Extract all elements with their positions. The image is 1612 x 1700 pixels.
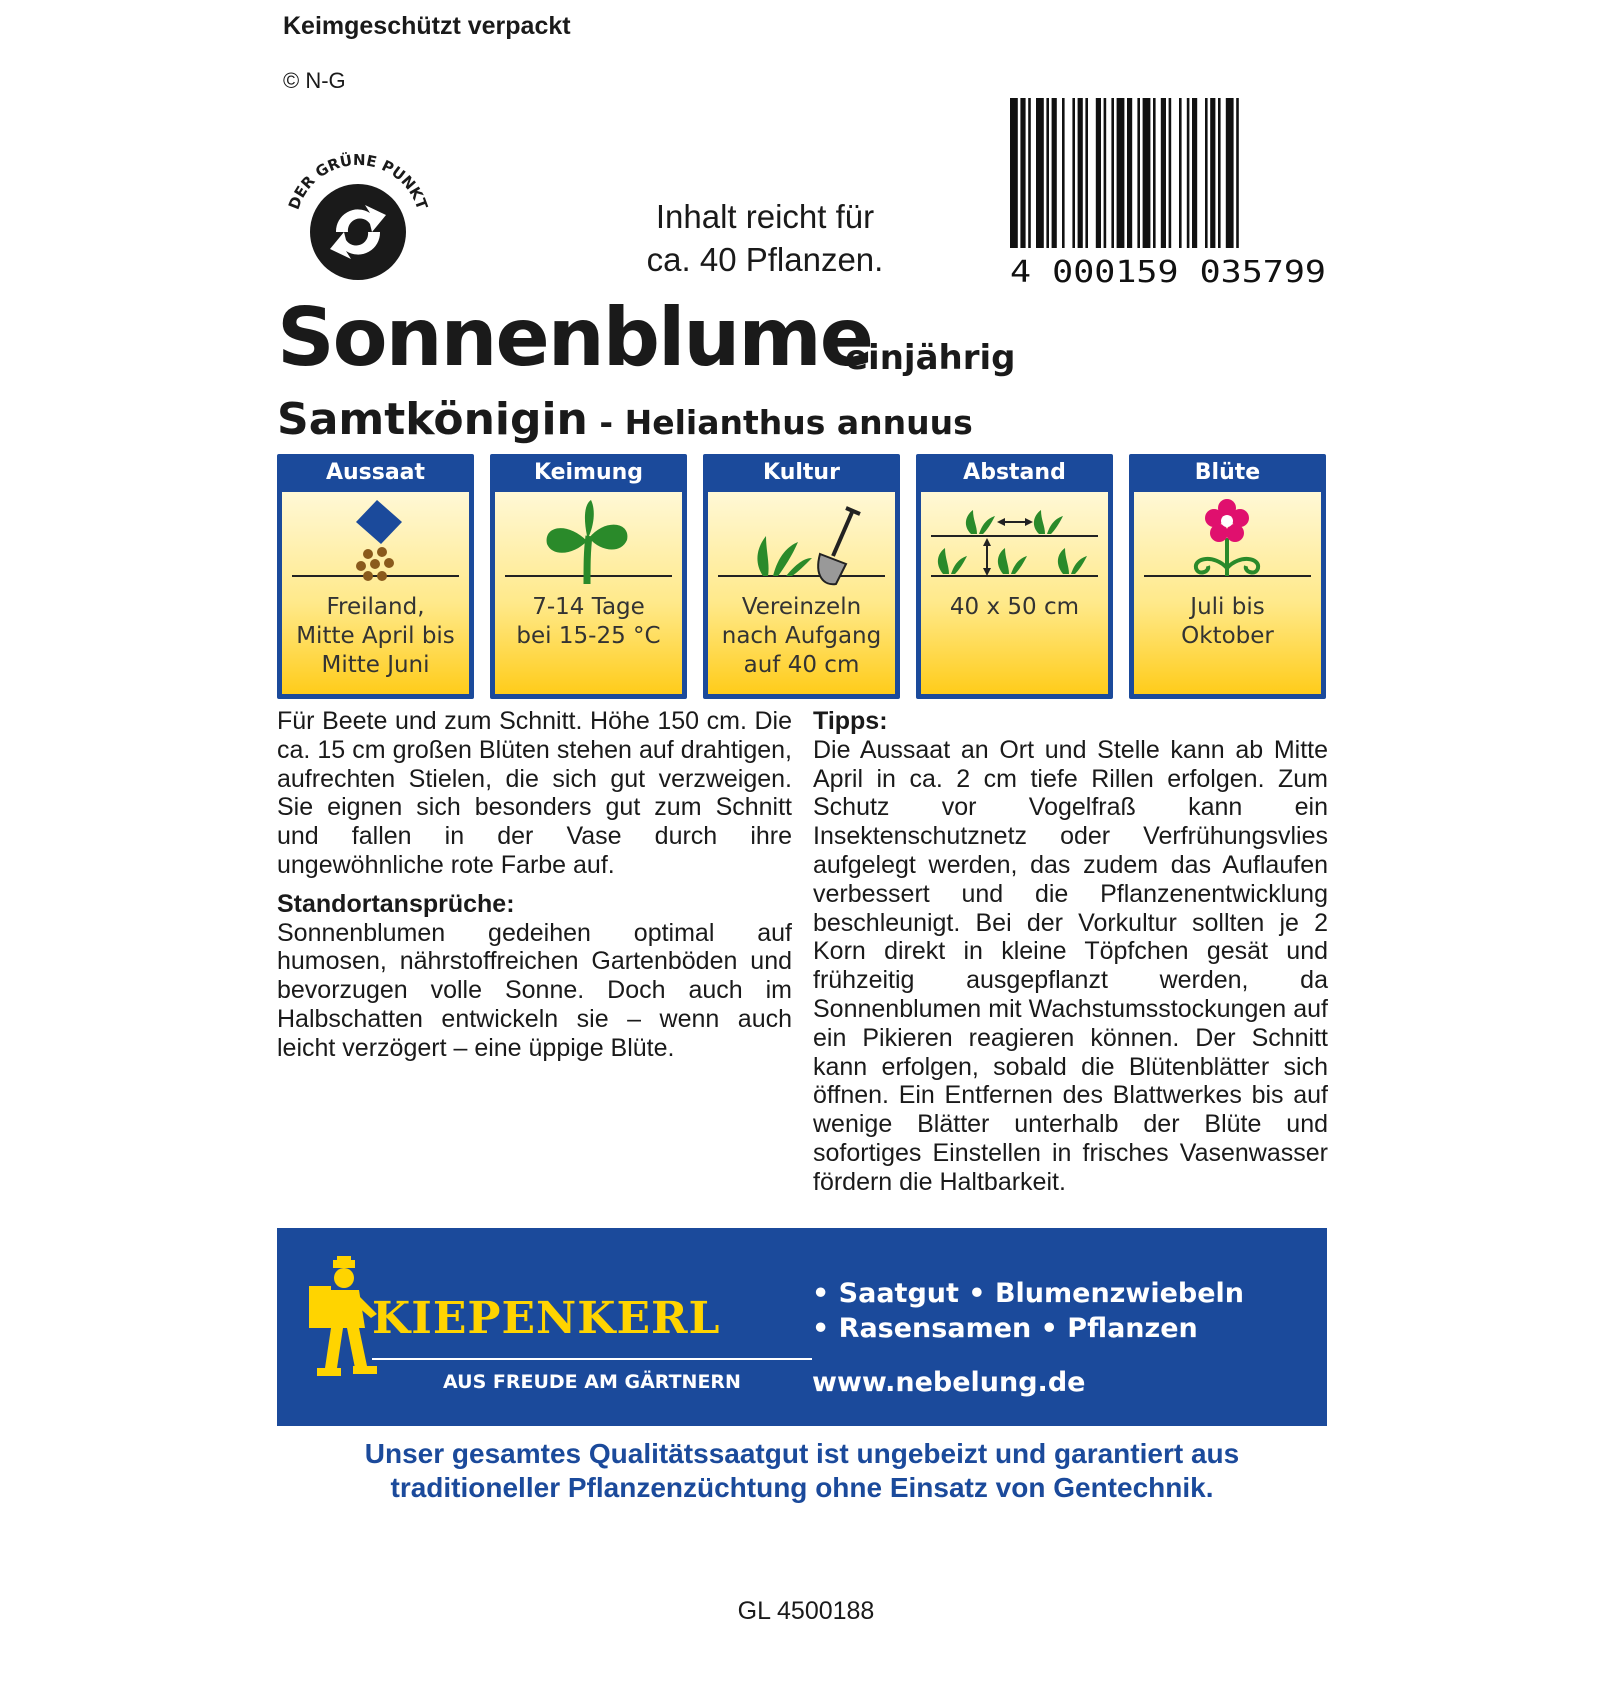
barcode-bar — [1078, 98, 1083, 248]
product-lifespan: einjährig — [845, 338, 1016, 378]
info-box-text — [282, 593, 469, 680]
quality-note-line-1: Unser gesamtes Qualitätssaatgut ist ungebeizt und garantiert aus — [364, 1438, 1240, 1469]
seedling-icon — [495, 496, 682, 588]
barcode-bar — [1210, 98, 1215, 248]
barcode-bar — [1137, 98, 1140, 248]
info-line: bei 15-25 °C — [516, 623, 661, 649]
article-number: GL 4500188 — [737, 1597, 875, 1625]
barcode-bar — [1020, 98, 1025, 248]
tips-heading: Tipps: — [813, 707, 888, 735]
product-variety-line — [277, 395, 973, 448]
info-box-title: Blüte — [1194, 460, 1261, 485]
info-box-text — [495, 593, 682, 651]
barcode-bar — [1046, 98, 1049, 248]
info-box-text — [708, 593, 895, 680]
info-line: nach Aufgang — [721, 623, 882, 649]
barcode-bar — [1036, 98, 1044, 248]
info-box-aussaat — [277, 454, 474, 699]
packaging-note: Keimgeschützt verpackt — [283, 12, 571, 40]
contents-line-2: ca. 40 Pflanzen. — [646, 241, 884, 278]
barcode-bar — [1052, 98, 1057, 248]
copyright: © N-G — [283, 68, 346, 93]
info-line: Juli bis — [1190, 594, 1265, 620]
barcode-bar — [1143, 98, 1151, 248]
barcode-bar — [1179, 98, 1182, 248]
quality-note — [277, 1437, 1327, 1505]
barcode-bar — [1205, 98, 1208, 248]
barcode-bar — [1096, 98, 1101, 248]
brand-banner — [277, 1228, 1327, 1426]
info-box-text — [1134, 593, 1321, 651]
barcode-bar — [1104, 98, 1107, 248]
info-box-kultur — [703, 454, 900, 699]
brand-products-line-2: • Rasensamen • Pflanzen — [812, 1313, 1198, 1344]
info-box-abstand — [916, 454, 1113, 699]
barcode — [1008, 98, 1328, 286]
info-line: Oktober — [1181, 623, 1274, 649]
barcode-bar — [1085, 98, 1088, 248]
barcode-bar — [1028, 98, 1031, 248]
info-boxes — [277, 454, 1327, 699]
gruene-punkt-icon — [278, 135, 438, 295]
right-column — [813, 707, 1328, 1197]
barcode-bar — [1072, 98, 1075, 248]
product-latin-name: Helianthus annuus — [624, 403, 973, 442]
barcode-bar — [1192, 98, 1197, 248]
left-column — [277, 707, 792, 1063]
brand-slogan: AUS FREUDE AM GÄRTNERN — [443, 1371, 741, 1393]
info-box-title: Kultur — [763, 460, 840, 485]
quality-note-line-2: traditioneller Pflanzenzüchtung ohne Einsatz von Gentechnik. — [390, 1472, 1214, 1503]
barcode-bar — [1236, 98, 1239, 248]
brand-divider — [372, 1358, 812, 1360]
info-line: Mitte April bis — [296, 623, 455, 649]
info-box-title: Aussaat — [325, 460, 426, 485]
barcode-bar — [1169, 98, 1172, 248]
barcode-bar — [1062, 98, 1065, 248]
product-name: Sonnenblume — [277, 291, 872, 384]
barcode-bar — [1117, 98, 1125, 248]
barcode-bar — [1153, 98, 1156, 248]
location-heading: Standortansprüche: — [277, 889, 515, 918]
location-text: Sonnenblumen gedeihen optimal auf humosen, nährstoffreichen Gartenböden und bevorzugen volle Sonne. Doch auch im Halbschatten entwickeln sie – wenn auch leicht verzögert – eine üppige Blüte. — [277, 918, 792, 1062]
sowing-icon — [282, 496, 469, 588]
info-box-bluete — [1129, 454, 1326, 699]
barcode-bar — [1187, 98, 1190, 248]
info-line: 40 x 50 cm — [949, 594, 1080, 620]
contents-info — [600, 195, 930, 281]
description-text: Für Beete und zum Schnitt. Höhe 150 cm. Die ca. 15 cm großen Blüten stehen auf drahtigen, aufrechten Stielen, die sich gut verzweigen. Sie eignen sich besonders gut zum Schnitt und fallen in der Vase durch ihre ungewöhnliche rote Farbe auf. — [277, 707, 792, 879]
product-variety: Samtkönigin — [277, 394, 588, 445]
info-line: 7-14 Tage — [532, 594, 645, 620]
brand-website[interactable]: www.nebelung.de — [812, 1367, 1086, 1398]
barcode-number: 4 000159 035799 — [1010, 255, 1326, 286]
tips-text: Die Aussaat an Ort und Stelle kann ab Mitte April in ca. 2 cm tiefe Rillen erfolgen. Zum Schutz vor Vogelfraß kann ein Insektenschutznetz oder Verfrühungsvlies aufgelegt werden, das zudem das Auflaufen verbessert und die Pflanzenentwicklung beschleunigt. Bei der Vorkultur sollten je 2 Korn direkt in kleine Töpfchen gesät und frühzeitig ausgepflanzt werden, da Sonnenblumen mit Wachstumsstockungen auf ein Pikieren reagieren können. Der Schnitt kann erfolgen, sobald die Blütenblätter sich öffnen. Ein Entfernen des Blattwerkes bis auf wenige Blätter unterhalb der Blüte und sofortiges Einstellen in frisches Vasenwasser fördern die Haltbarkeit. — [813, 735, 1328, 1196]
info-line: auf 40 cm — [743, 652, 860, 678]
brand-products-line-1: • Saatgut • Blumenzwiebeln — [812, 1278, 1245, 1309]
spacing-icon — [921, 496, 1108, 588]
variety-separator: - — [587, 403, 625, 442]
gruene-punkt-text: DER GRÜNE PUNKT — [284, 150, 432, 212]
kiepenkerl-figure-icon — [307, 1256, 382, 1386]
info-box-keimung — [490, 454, 687, 699]
info-line: Mitte Juni — [321, 652, 430, 678]
spade-icon — [708, 496, 895, 588]
info-line: Freiland, — [326, 594, 425, 620]
barcode-bar — [1218, 98, 1221, 248]
brand-name: KIEPENKERL — [372, 1293, 721, 1344]
flower-icon — [1134, 496, 1321, 588]
contents-line-1: Inhalt reicht für — [655, 198, 875, 235]
barcode-bar — [1010, 98, 1018, 248]
barcode-bar — [1127, 98, 1132, 248]
barcode-bar — [1226, 98, 1234, 248]
info-box-text — [921, 593, 1108, 622]
barcode-bar — [1111, 98, 1114, 248]
info-box-title: Abstand — [963, 460, 1066, 485]
info-box-title: Keimung — [533, 460, 644, 485]
info-line: Vereinzeln — [741, 594, 862, 620]
barcode-bar — [1161, 98, 1166, 248]
